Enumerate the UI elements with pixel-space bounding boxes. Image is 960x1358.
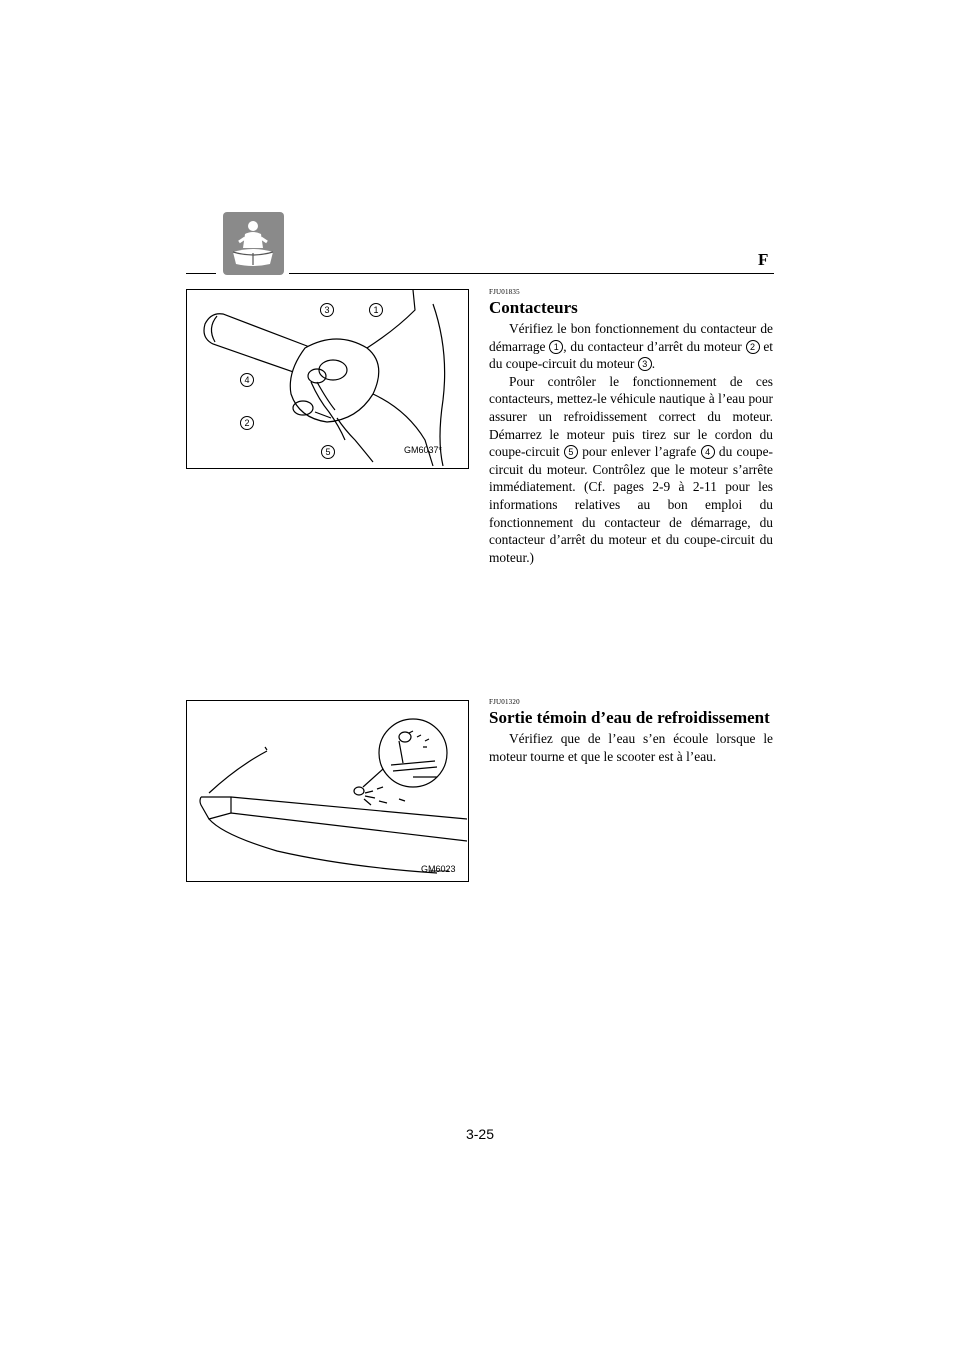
- section-sortie-temoin: [489, 698, 773, 765]
- section-contacteurs: [489, 288, 773, 566]
- cooling-water-outlet-illustration: [187, 701, 467, 880]
- callout-2: 2: [240, 414, 254, 432]
- language-code: F: [758, 250, 769, 269]
- callout-1: 1: [369, 301, 383, 319]
- jet-ski-rider-icon: [223, 212, 284, 275]
- figure-code: GM6023: [421, 864, 456, 874]
- callout-3: 3: [320, 301, 334, 319]
- paragraph-2: Pour contrôler le fonctionnement de ces contacteurs, mettez-le véhicule nautique à l’eau pour assurer un refroidissement correct du moteur. Démarrez le moteur puis tirez sur le cordon du coupe-circuit 5 pour enlever l’agrafe 4 du coupe-circuit du moteur. Contrôlez que le moteur s’arrête immédiatement. (Cf. pages 2-9 à 2-11 pour les informations relatives au bon emploi du fonctionnement du contacteur de démarrage, du contacteur d’arrêt du moteur et du coupe-circuit du moteur.): [489, 373, 773, 565]
- figure-switches: [186, 289, 469, 469]
- header-rule-right: [289, 273, 774, 274]
- paragraph-1: Vérifiez que de l’eau s’en écoule lorsque le moteur tourne et que le scooter est à l’eau.: [489, 731, 773, 764]
- header-rule-left: [186, 273, 216, 274]
- section-ref-code: FJU01835: [489, 288, 520, 296]
- callout-5: 5: [321, 443, 335, 461]
- figure-cooling-water: [186, 700, 469, 882]
- figure-code: GM6037*: [404, 445, 443, 455]
- section-ref-code: FJU01320: [489, 698, 520, 706]
- callout-4: 4: [240, 371, 254, 389]
- paragraph-1: Vérifiez le bon fonctionnement du contacteur de démarrage 1 , du contacteur d’arrêt du moteur 2 et du coupe-circuit du moteur 3 .: [489, 321, 773, 372]
- page-number: 3-25: [465, 1126, 495, 1142]
- section-title: Sortie témoin d’eau de refroidissement: [489, 708, 770, 727]
- section-badge: [223, 212, 284, 275]
- section-title: Contacteurs: [489, 298, 578, 317]
